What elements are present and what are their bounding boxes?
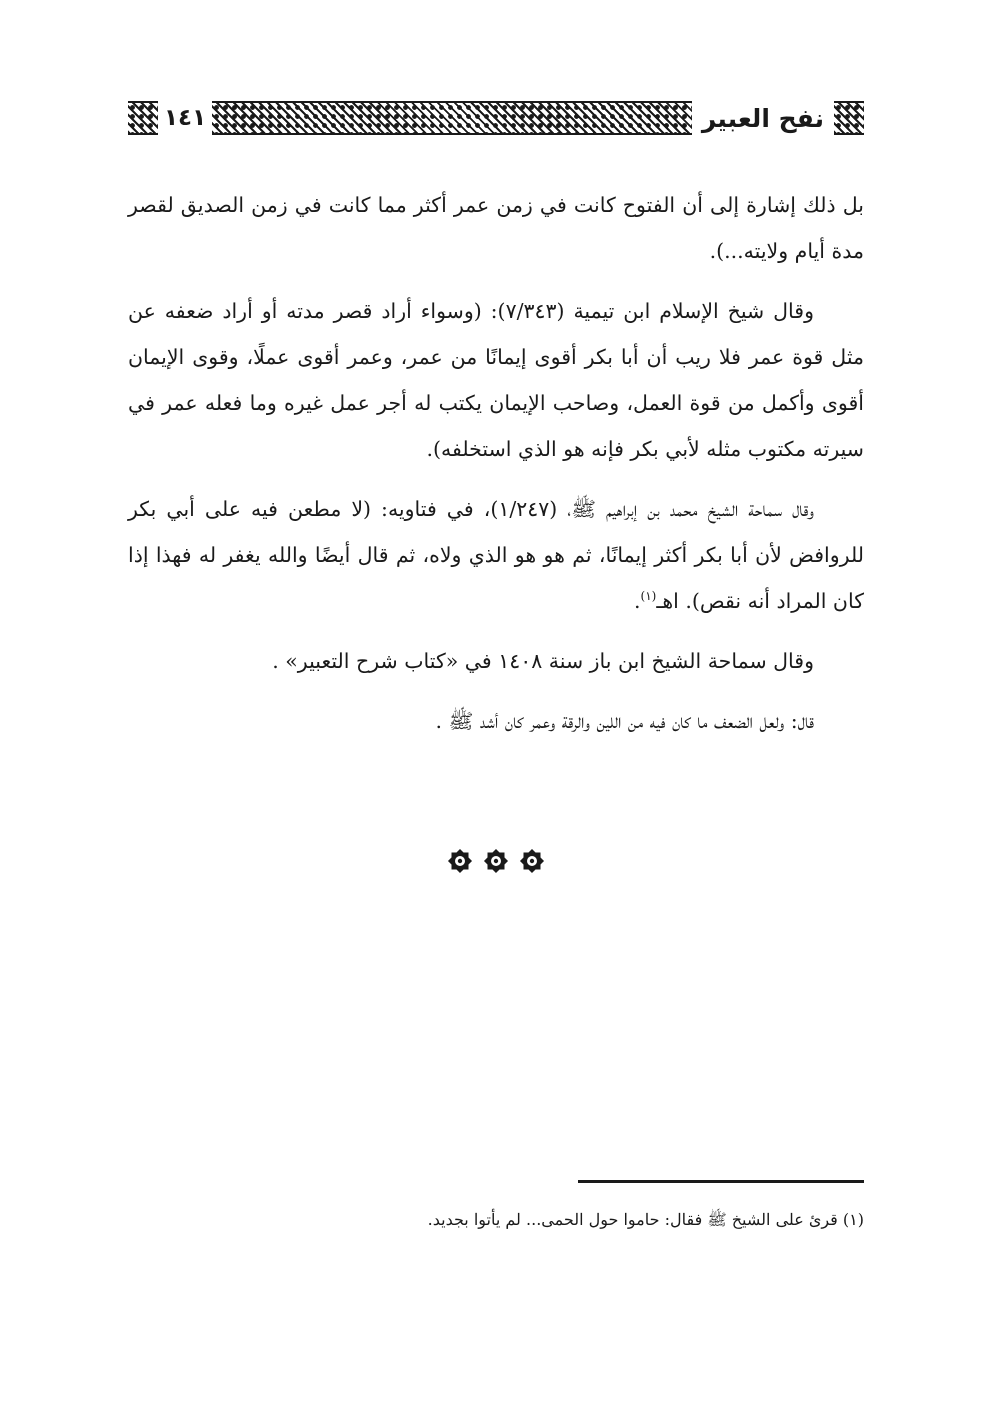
header-ornament-left <box>128 101 158 135</box>
book-title: نفح العبير <box>701 103 824 133</box>
paragraph-5: قال: ولعل الضعف ما كان فيه من اللين والرقة وعمر كان أشد ﷺ . <box>435 709 814 733</box>
section-separator <box>446 843 546 879</box>
footnote: (١) قرئ على الشيخ ﷺ فقال: حاموا حول الحمى... لم يأتوا بجديد. <box>427 1210 864 1229</box>
star-ornament-icon <box>482 847 510 875</box>
footnote-reference: (١) <box>640 589 657 604</box>
paragraph-3 <box>128 486 864 624</box>
footnote-divider <box>578 1180 864 1183</box>
paragraph-3-text: وقال سماحة الشيخ محمد بن إبراهيم ﷺ، (١/٢٤٧)، في فتاويه: (لا مطعن فيه على أبي بكر للروافض لأن أبا بكر أكثر إيمانًا، ثم هو هو الذي ولاه، ثم قال أيضًا والله يغفر له فهذا إذا كان المراد أنه نقص). اهـ <box>128 497 864 613</box>
header-ornament-band <box>212 101 692 135</box>
paragraph-1: بل ذلك إشارة إلى أن الفتوح كانت في زمن عمر أكثر مما كانت في زمن الصديق لقصر مدة أيام ولايته...). <box>128 193 864 263</box>
paragraph-4: وقال سماحة الشيخ ابن باز سنة ١٤٠٨ في «كتاب شرح التعبير» . <box>272 649 814 673</box>
body-text <box>128 182 864 758</box>
star-ornament-icon <box>446 847 474 875</box>
paragraph-2: وقال شيخ الإسلام ابن تيمية (٧/٣٤٣): (وسواء أراد قصر مدته أو أراد ضعفه عن مثل قوة عمر فلا ريب أن أبا بكر أقوى إيمانًا من عمر، وعمر أقوى عملًا، وقوى الإيمان أقوى وأكمل من قوة العمل، وصاحب الإيمان يكتب له أجر عمل غيره وما فعله عمر في سيرته مكتوب مثله لأبي بكر فإنه هو الذي استخلفه). <box>128 299 864 461</box>
paragraph-3-end: . <box>633 589 641 613</box>
page-number: ١٤١ <box>164 105 207 131</box>
running-header <box>128 96 864 140</box>
star-ornament-icon <box>518 847 546 875</box>
header-ornament-right <box>834 101 864 135</box>
